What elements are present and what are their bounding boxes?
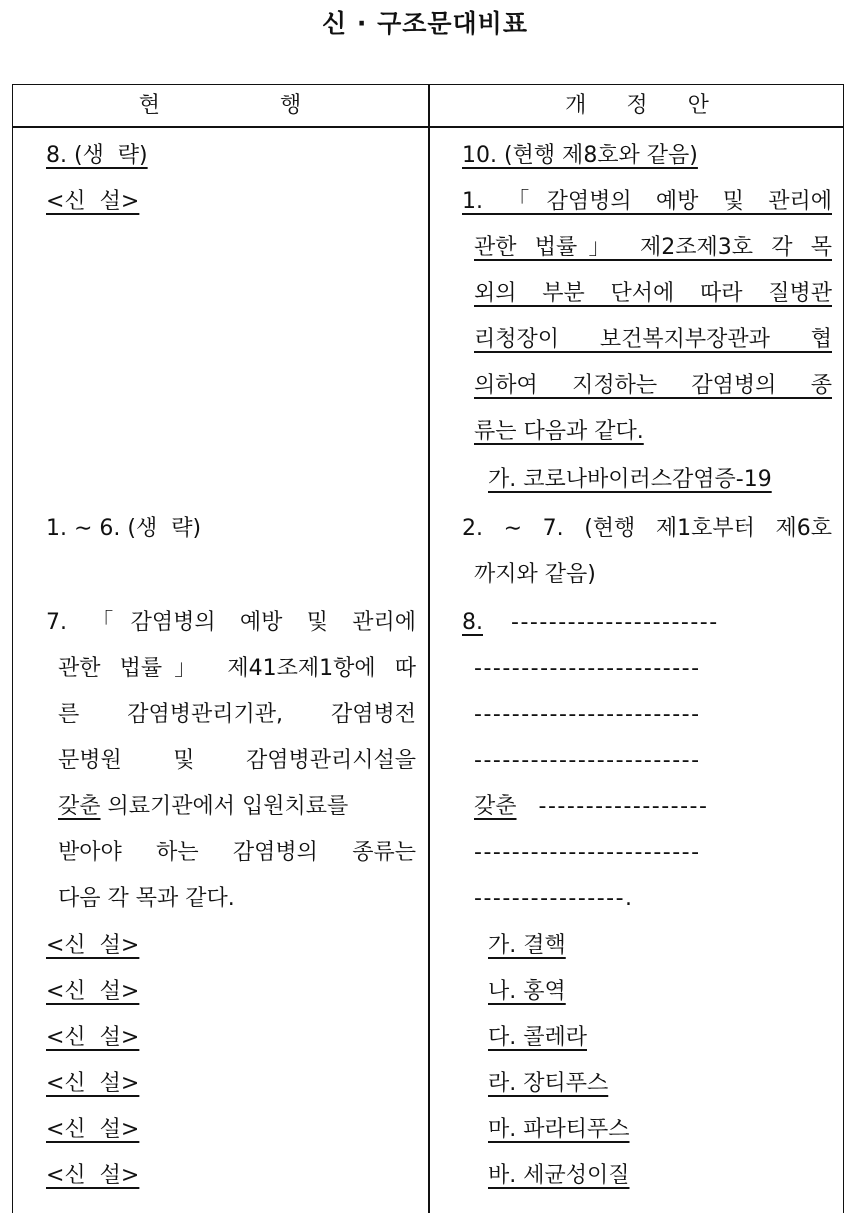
page-title: 신 · 구조문대비표 [322, 9, 528, 38]
current-item-7-text: 의료기관에서 입원치료를 [100, 794, 349, 819]
current-new-marker: <신 설> [46, 1025, 140, 1050]
current-item-7-line: 관한 법률」 제41조제1항에 따 [58, 656, 416, 681]
amend-unchanged-dashes: ----------------. [474, 886, 634, 911]
amend-item-1-line: 리청장이 보건복지부장관과 협 [474, 327, 832, 352]
amend-item-1-line: 류는 다음과 같다. [474, 419, 644, 444]
current-item-7-line: 7. 「감염병의 예방 및 관리에 [46, 610, 416, 635]
header-amendment-char: 정 [626, 93, 648, 118]
amend-new-sub-item: 나. 홍역 [488, 979, 566, 1004]
amend-unchanged-dashes: ---------------------- [511, 610, 719, 635]
header-current [12, 86, 428, 126]
amend-unchanged-dashes: ------------------ [538, 794, 709, 819]
current-item-7-line: 른 감염병관리기관, 감염병전 [58, 702, 416, 727]
header-current-char: 현 [138, 93, 160, 118]
amend-new-sub-item: 마. 파라티푸스 [488, 1117, 630, 1142]
current-item-7-line: 받아야 하는 감염병의 종류는 [58, 840, 416, 865]
current-new-marker: <신 설> [46, 189, 140, 214]
amend-new-sub-item: 라. 장티푸스 [488, 1071, 609, 1096]
amend-item-10-text: 10. (현행 제8호와 같음) [462, 143, 698, 168]
amend-item-1-line: 관한 법률」 제2조제3호 각 목 [474, 235, 832, 260]
amend-item-1-line: 외의 부분 단서에 따라 질병관 [474, 281, 832, 306]
header-current-char: 행 [280, 93, 302, 118]
current-new-marker: <신 설> [46, 1117, 140, 1142]
amend-unchanged-dashes: ------------------------ [474, 702, 701, 727]
current-changed-word: 갖춘 [58, 794, 101, 819]
current-item-8 [46, 138, 148, 174]
header-divider [12, 126, 844, 128]
amend-item-8-number: 8. [462, 610, 483, 635]
current-new-marker: <신 설> [46, 1163, 140, 1188]
current-item-7-line [58, 789, 348, 825]
amend-items-2-7-line: 까지와 같음) [474, 562, 596, 587]
amend-item-8-line [462, 605, 719, 641]
amend-changed-word: 갖춘 [474, 794, 517, 819]
header-amendment [430, 86, 844, 126]
amend-item-1-line: 1. 「감염병의 예방 및 관리에 [462, 189, 832, 214]
amend-items-2-7-line: 2. ∼ 7. (현행 제1호부터 제6호 [462, 516, 832, 541]
current-item-7-line: 문병원 및 감염병관리시설을 [58, 748, 416, 773]
current-items-1-6: 1. ∼ 6. (생 략) [46, 516, 202, 541]
current-new-marker: <신 설> [46, 1071, 140, 1096]
amend-item-1-line: 의하여 지정하는 감염병의 종 [474, 373, 832, 398]
current-new-marker: <신 설> [46, 933, 140, 958]
amend-unchanged-dashes: ------------------------ [474, 656, 701, 681]
amend-item-1-sub-ga: 가. 코로나바이러스감염증-19 [488, 467, 772, 492]
current-item-8-text: 8. (생 략) [46, 143, 148, 168]
amend-new-sub-item: 가. 결핵 [488, 933, 566, 958]
amend-unchanged-dashes: ------------------------ [474, 840, 701, 865]
column-divider [428, 84, 430, 1213]
current-item-7-line: 다음 각 목과 같다. [58, 886, 235, 911]
amend-new-sub-item: 다. 콜레라 [488, 1025, 587, 1050]
amend-item-8-line [474, 789, 708, 825]
header-amendment-char: 개 [565, 93, 587, 118]
amend-item-10 [462, 138, 698, 174]
current-new-marker: <신 설> [46, 979, 140, 1004]
amend-unchanged-dashes: ------------------------ [474, 748, 701, 773]
amend-new-sub-item: 바. 세균성이질 [488, 1163, 630, 1188]
header-amendment-char: 안 [687, 93, 709, 118]
